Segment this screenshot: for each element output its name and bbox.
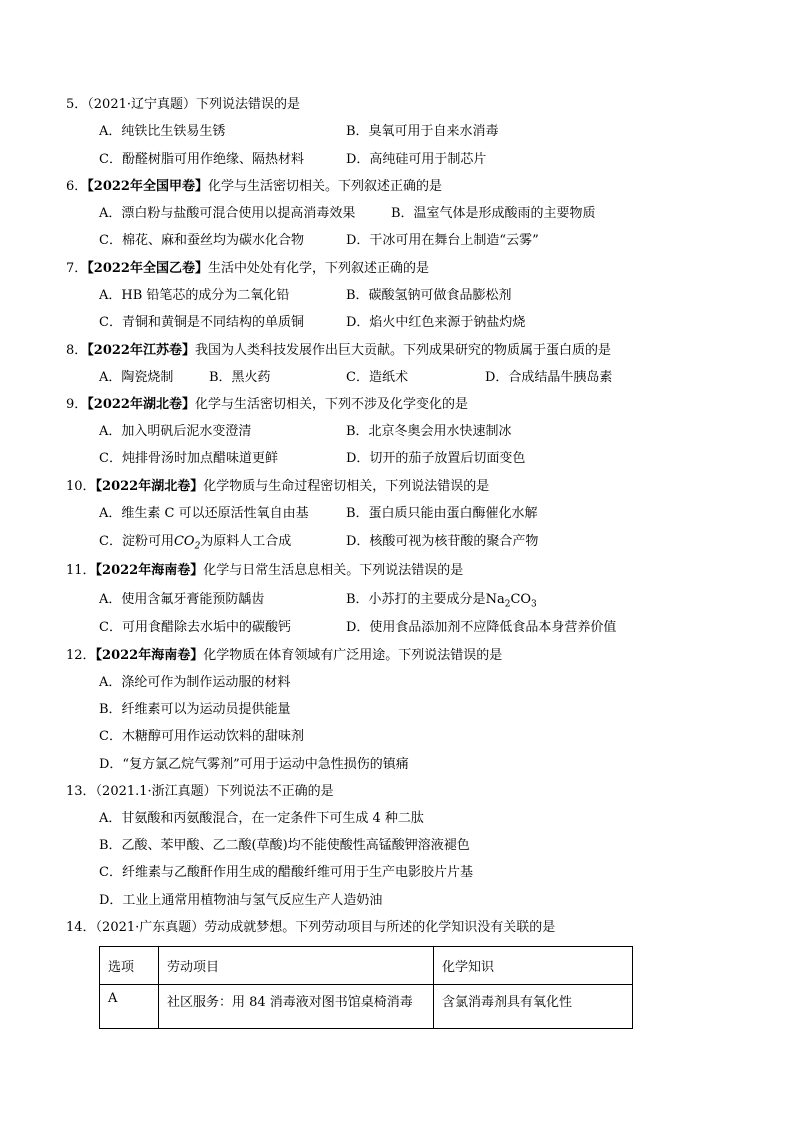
option-a: A．陶瓷烧制 <box>99 370 174 385</box>
option-d: D．使用食品添加剂不应降低食品本身营养价值 <box>346 620 617 635</box>
option-d: D．切开的茄子放置后切面变色 <box>346 451 526 466</box>
question-source-tag: 【2022年江苏卷】 <box>87 343 195 358</box>
question-source: （2021·广东真题） <box>95 920 205 935</box>
question-stem: 化学与日常生活息息相关。下列说法错误的是 <box>203 563 464 578</box>
question-source-tag: 【2022年全国甲卷】 <box>87 179 208 194</box>
option-text: C．淀粉可用 <box>99 534 174 549</box>
question-number: 10． <box>66 479 96 494</box>
option-a: A．HB 铅笔芯的成分为二氧化铅 <box>99 288 290 303</box>
question-stem: 生活中处处有化学，下列叙述正确的是 <box>207 261 429 276</box>
option-b: B．黑火药 <box>209 370 271 385</box>
option-b: B．乙酸、苯甲酸、乙二酸(草酸)均不能使酸性高锰酸钾溶液褪色 <box>99 838 470 853</box>
question-stem: 我国为人类科技发展作出巨大贡献。下列成果研究的物质属于蛋白质的是 <box>194 343 611 358</box>
question-stem: 化学与生活密切相关。下列叙述正确的是 <box>207 179 442 194</box>
option-d: D．核酸可视为核苷酸的聚合产物 <box>346 534 539 549</box>
table-cell: 含氯消毒剂具有氧化性 <box>434 985 633 1029</box>
option-a: A．涤纶可作为制作运动服的材料 <box>99 675 291 690</box>
option-b: B．温室气体是形成酸雨的主要物质 <box>391 206 596 221</box>
option-a: A．维生素 C 可以还原活性氧自由基 <box>99 506 309 521</box>
question-number: 9． <box>66 397 88 412</box>
option-text: B．小苏打的主要成分是 <box>346 592 486 607</box>
question-source: （2021.1·浙江真题） <box>95 784 217 799</box>
question-11 <box>66 562 746 580</box>
question-7 <box>66 260 746 278</box>
option-a: A．加入明矾后泥水变澄清 <box>99 424 252 439</box>
question-14 <box>66 919 746 937</box>
formula-base: CO <box>173 534 195 549</box>
question-8 <box>66 342 746 360</box>
question-source: （2021·辽宁真题） <box>87 97 196 112</box>
option-d: D．“复方氯乙烷气雾剂”可用于运动中急性损伤的镇痛 <box>99 757 409 772</box>
option-d: D．高纯硅可用于制芯片 <box>346 152 487 167</box>
formula-part: CO <box>510 592 532 607</box>
formula-part: Na <box>485 592 505 607</box>
question-6 <box>66 178 746 196</box>
table-header-cell: 选项 <box>100 947 159 985</box>
formula-co2 <box>173 534 201 552</box>
question-10 <box>66 478 746 496</box>
option-a: A．甘氨酸和丙氨酸混合，在一定条件下可生成 4 种二肽 <box>99 811 424 826</box>
question-number: 7． <box>66 261 88 276</box>
option-b: B．北京冬奥会用水快速制冰 <box>346 424 512 439</box>
formula-na2co3 <box>485 592 537 610</box>
question-number: 13． <box>66 784 96 799</box>
question-source-tag: 【2022年海南卷】 <box>95 563 204 578</box>
option-c: C．纤维素与乙酸酐作用生成的醋酸纤维可用于生产电影胶片片基 <box>99 865 473 880</box>
table-cell: 社区服务：用 84 消毒液对图书馆桌椅消毒 <box>159 985 434 1029</box>
option-a: A．漂白粉与盐酸可混合使用以提高消毒效果 <box>99 206 356 221</box>
question-number: 8． <box>66 343 88 358</box>
option-c: C．炖排骨汤时加点醋味道更鲜 <box>99 451 278 466</box>
question-source-tag: 【2022年海南卷】 <box>95 648 204 663</box>
question-number: 11． <box>66 563 96 578</box>
option-d: D．合成结晶牛胰岛素 <box>485 370 613 385</box>
question-number: 6． <box>66 179 88 194</box>
option-b: B．碳酸氢钠可做食品膨松剂 <box>346 288 512 303</box>
question-source-tag: 【2022年全国乙卷】 <box>87 261 208 276</box>
option-d: D．工业上通常用植物油与氢气反应生产人造奶油 <box>99 893 383 908</box>
option-c: C．酚醛树脂可用作绝缘、隔热材料 <box>99 152 304 167</box>
question-12 <box>66 647 746 665</box>
question-number: 12． <box>66 648 96 663</box>
option-text-tail: 为原料人工合成 <box>200 534 292 549</box>
option-c: C．造纸术 <box>346 370 408 385</box>
question-number: 5． <box>66 97 88 112</box>
option-b: B．臭氧可用于自来水消毒 <box>346 124 499 139</box>
option-a: A．纯铁比生铁易生锈 <box>99 124 226 139</box>
question-14-table <box>99 946 633 1029</box>
formula-subscript: 2 <box>194 541 201 552</box>
question-source-tag: 【2022年湖北卷】 <box>87 397 195 412</box>
table-header-cell: 劳动项目 <box>159 947 434 985</box>
question-number: 14． <box>66 920 96 935</box>
option-b: B．蛋白质只能由蛋白酶催化水解 <box>346 506 538 521</box>
question-9 <box>66 396 746 414</box>
option-b: B．纤维素可以为运动员提供能量 <box>99 702 291 717</box>
option-b <box>346 591 537 609</box>
question-stem: 下列说法错误的是 <box>196 97 301 112</box>
question-stem: 劳动成就梦想。下列劳动项目与所述的化学知识没有关联的是 <box>204 920 556 935</box>
question-13 <box>66 783 746 801</box>
option-d: D．焰火中红色来源于钠盐灼烧 <box>346 315 526 330</box>
option-c: C．青铜和黄铜是不同结构的单质铜 <box>99 315 304 330</box>
option-c <box>99 533 291 551</box>
question-stem: 化学与生活密切相关，下列不涉及化学变化的是 <box>194 397 468 412</box>
question-stem: 化学物质与生命过程密切相关，下列说法错误的是 <box>203 479 490 494</box>
table-header-row <box>100 947 633 985</box>
option-c: C．可用食醋除去水垢中的碳酸钙 <box>99 620 291 635</box>
option-c: C．棉花、麻和蚕丝均为碳水化合物 <box>99 233 304 248</box>
table-row <box>100 985 633 1029</box>
table-header-cell: 化学知识 <box>434 947 633 985</box>
question-stem: 化学物质在体育领域有广泛用途。下列说法错误的是 <box>203 648 503 663</box>
option-c: C．木糖醇可用作运动饮料的甜味剂 <box>99 729 304 744</box>
question-5 <box>66 96 746 114</box>
question-stem: 下列说法不正确的是 <box>216 784 334 799</box>
formula-subscript: 3 <box>531 599 537 610</box>
question-source-tag: 【2022年湖北卷】 <box>95 479 204 494</box>
option-d: D．干冰可用在舞台上制造“云雾” <box>346 233 539 248</box>
table-cell: A <box>100 985 159 1029</box>
formula-subscript: 2 <box>504 599 511 610</box>
option-a: A．使用含氟牙膏能预防龋齿 <box>99 592 265 607</box>
